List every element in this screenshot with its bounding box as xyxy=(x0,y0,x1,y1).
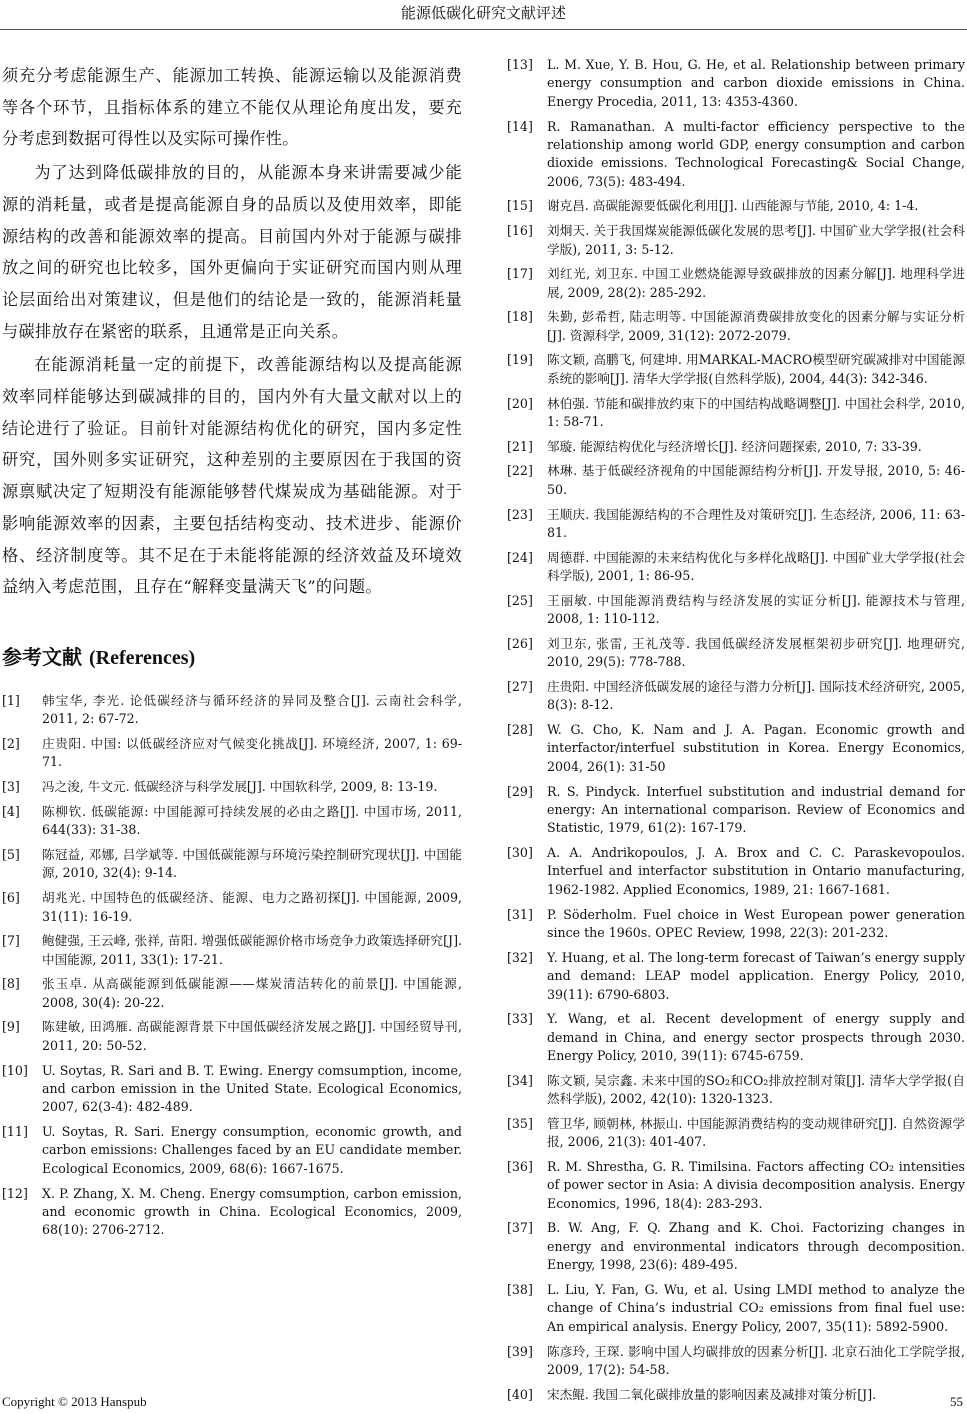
reference-number: [7] xyxy=(2,933,20,949)
reference-text: 林伯强. 节能和碳排放约束下的中国结构战略调整[J]. 中国社会科学, 2010, 1: 58-71. xyxy=(547,395,965,429)
reference-item xyxy=(507,222,965,259)
reference-item xyxy=(507,506,965,543)
reference-item xyxy=(507,906,965,943)
reference-text: 朱勤, 彭希哲, 陆志明等. 中国能源消费碳排放变化的因素分解与实证分析[J]. 资源科学, 2009, 31(12): 2072-2079. xyxy=(547,309,965,343)
reference-text: L. Liu, Y. Fan, G. Wu, et al. Using LMDI method to analyze the change of China’s industrial CO₂ emissions from final fuel use: An empirical analysis. Energy Policy, 2007, 35(11): 5892-5900. xyxy=(547,1281,965,1334)
reference-item xyxy=(507,438,965,456)
reference-number: [9] xyxy=(2,1019,20,1035)
reference-text: 陈柳钦. 低碳能源: 中国能源可持续发展的必由之路[J]. 中国市场, 2011, 644(33): 31-38. xyxy=(42,803,462,838)
reference-number: [12] xyxy=(2,1185,28,1201)
reference-list-right xyxy=(507,56,965,1404)
reference-number: [39] xyxy=(507,1343,533,1359)
reference-item xyxy=(507,395,965,432)
reference-text: 鲍健强, 王云峰, 张祥, 苗阳. 增强低碳能源价格市场竞争力政策选择研究[J]. 中国能源, 2011, 33(1): 17-21. xyxy=(42,933,462,967)
reference-number: [11] xyxy=(2,1124,28,1140)
reference-number: [25] xyxy=(507,592,533,608)
reference-text: 韩宝华, 李光. 论低碳经济与循环经济的异同及整合[J]. 云南社会科学, 2011, 2: 67-72. xyxy=(42,692,462,727)
references-heading-en: (References) xyxy=(88,646,196,669)
reference-item xyxy=(2,778,462,796)
reference-number: [27] xyxy=(507,678,533,694)
reference-text: 刘红光, 刘卫东. 中国工业燃烧能源导致碳排放的因素分解[J]. 地理科学进展, 2009, 28(2): 285-292. xyxy=(547,266,965,300)
reference-number: [38] xyxy=(507,1281,533,1297)
reference-number: [21] xyxy=(507,438,533,454)
reference-text: 张玉卓. 从高碳能源到低碳能源——煤炭清洁转化的前景[J]. 中国能源, 2008, 30(4): 20-22. xyxy=(42,976,462,1010)
left-column xyxy=(2,60,462,1246)
reference-text: 邹璇. 能源结构优化与经济增长[J]. 经济问题探索, 2010, 7: 33-39. xyxy=(547,438,922,454)
reference-text: 周德群. 中国能源的未来结构优化与多样化战略[J]. 中国矿业大学学报(社会科学版), 2001, 1: 86-95. xyxy=(547,549,965,584)
reference-item xyxy=(507,635,965,672)
reference-number: [4] xyxy=(2,803,20,819)
reference-text: X. P. Zhang, X. M. Cheng. Energy comsumption, carbon emission, and economic growth in China. Ecological Economics, 2009, 68(10): 2706-2712. xyxy=(42,1185,462,1238)
reference-item xyxy=(507,783,965,838)
reference-item xyxy=(507,118,965,192)
reference-item xyxy=(2,975,462,1012)
reference-text: 陈彦玲, 王琛. 影响中国人均碳排放的因素分析[J]. 北京石油化工学院学报, 2009, 17(2): 54-58. xyxy=(547,1343,965,1377)
reference-item xyxy=(507,721,965,776)
reference-text: U. Soytas, R. Sari. Energy consumption, economic growth, and carbon emissions: Challenges faced by an EU candidate member. Ecological Economics, 2009, 68(6): 1667-1675. xyxy=(42,1124,462,1176)
reference-item xyxy=(507,265,965,302)
reference-number: [17] xyxy=(507,266,533,282)
reference-number: [3] xyxy=(2,779,20,795)
reference-number: [33] xyxy=(507,1011,533,1027)
reference-text: R. Ramanathan. A multi-factor efficiency perspective to the relationship among world GDP, energy consumption and carbon dioxide emissions. Technological Forecasting& Social Change, 2006, 73(5): 483-494. xyxy=(547,118,965,189)
reference-number: [8] xyxy=(2,976,20,992)
reference-number: [15] xyxy=(507,198,533,214)
reference-number: [20] xyxy=(507,395,533,411)
reference-text: 陈建敏, 田鸿雁. 高碳能源背景下中国低碳经济发展之路[J]. 中国经贸导刊, 2011, 20: 50-52. xyxy=(42,1019,462,1053)
reference-item xyxy=(507,678,965,715)
header-rule xyxy=(0,29,967,30)
reference-text: U. Soytas, R. Sari and B. T. Ewing. Energy comsumption, income, and carbon emission in the United State. Ecological Economics, 2007, 62(3-4): 482-489. xyxy=(42,1062,462,1115)
reference-item xyxy=(507,1281,965,1336)
reference-number: [28] xyxy=(507,722,533,738)
reference-number: [14] xyxy=(507,118,533,134)
reference-item xyxy=(507,1343,965,1380)
reference-number: [22] xyxy=(507,463,533,479)
reference-text: 刘炯天. 关于我国煤炭能源低碳化发展的思考[J]. 中国矿业大学学报(社会科学版), 2011, 3: 5-12. xyxy=(547,223,965,257)
reference-item xyxy=(507,462,965,499)
reference-item xyxy=(507,351,965,388)
reference-text: R. M. Shrestha, G. R. Timilsina. Factors affecting CO₂ intensities of power sector in Asia: A divisia decomposition analysis. Energy Economics, 1996, 18(4): 283-293. xyxy=(547,1158,965,1211)
reference-item xyxy=(507,844,965,899)
reference-item xyxy=(507,1115,965,1152)
reference-number: [2] xyxy=(2,736,20,752)
reference-number: [26] xyxy=(507,635,533,651)
reference-item xyxy=(2,692,462,729)
reference-text: 王丽敏. 中国能源消费结构与经济发展的实证分析[J]. 能源技术与管理, 2008, 1: 110-112. xyxy=(547,592,965,627)
reference-item xyxy=(507,1072,965,1109)
reference-item xyxy=(507,1158,965,1213)
body-paragraph: 在能源消耗量一定的前提下，改善能源结构以及提高能源效率同样能够达到碳减排的目的，国内外有大量文献对以上的结论进行了验证。目前针对能源结构优化的研究，国内多定性研究，国外则多实证研究，这种差别的主要原因在于我国的资源禀赋决定了短期没有能源能够替代煤炭成为基础能源。对于影响能源效率的因素，主要包括结构变动、技术进步、能源价格、经济制度等。其不足在于未能将能源的经济效益及环境效益纳入考虑范围，且存在“解释变量满天飞”的问题。 xyxy=(2,355,462,597)
reference-text: A. A. Andrikopoulos, J. A. Brox and C. C. Paraskevopoulos. Interfuel and interfactor substitution in Ontario manufacturing, 1962-1982. Applied Economics, 1989, 21: 1667-1681. xyxy=(547,845,965,897)
reference-list-left xyxy=(2,692,462,1240)
reference-text: 庄贵阳. 中国经济低碳发展的途径与潜力分析[J]. 国际技术经济研究, 2005, 8(3): 8-12. xyxy=(547,678,965,713)
reference-number: [6] xyxy=(2,890,20,906)
reference-number: [13] xyxy=(507,57,533,72)
reference-number: [10] xyxy=(2,1062,28,1078)
reference-item xyxy=(507,549,965,586)
reference-number: [23] xyxy=(507,506,533,522)
reference-item xyxy=(507,949,965,1004)
body-paragraph: 须充分考虑能源生产、能源加工转换、能源运输以及能源消费等各个环节，且指标体系的建立不能仅从理论角度出发，要充分考虑到数据可得性以及实际可操作性。 xyxy=(2,66,462,149)
reference-number: [31] xyxy=(507,906,533,922)
reference-number: [24] xyxy=(507,549,533,565)
reference-number: [16] xyxy=(507,223,533,239)
reference-text: W. G. Cho, K. Nam and J. A. Pagan. Economic growth and interfactor/interfuel substitution in Korea. Energy Economics, 2004, 26(1): 31-50 xyxy=(547,722,965,774)
reference-item xyxy=(507,56,965,111)
reference-text: 冯之浚, 牛文元. 低碳经济与科学发展[J]. 中国软科学, 2009, 8: 13-19. xyxy=(42,779,438,795)
reference-text: L. M. Xue, Y. B. Hou, G. He, et al. Relationship between primary energy consumption and carbon dioxide emissions in China. Energy Procedia, 2011, 13: 4353-4360. xyxy=(547,57,965,109)
reference-number: [32] xyxy=(507,949,533,965)
reference-number: [30] xyxy=(507,845,533,861)
references-heading-cn: 参考文献 xyxy=(2,644,82,669)
reference-number: [18] xyxy=(507,309,533,325)
reference-text: 胡兆光. 中国特色的低碳经济、能源、电力之路初探[J]. 中国能源, 2009, 31(11): 16-19. xyxy=(42,890,462,924)
reference-item xyxy=(2,735,462,772)
reference-text: 刘卫东, 张雷, 王礼茂等. 我国低碳经济发展框架初步研究[J]. 地理研究, 2010, 29(5): 778-788. xyxy=(547,635,965,670)
reference-item xyxy=(2,932,462,969)
reference-text: B. W. Ang, F. Q. Zhang and K. Choi. Factorizing changes in energy and environmental indicators through decomposition. Energy, 1998, 23(6): 489-495. xyxy=(547,1220,965,1273)
footer-page-number: 55 xyxy=(950,1394,963,1409)
reference-number: [29] xyxy=(507,783,533,799)
references-heading xyxy=(2,641,462,670)
reference-item xyxy=(2,1185,462,1240)
right-column xyxy=(507,56,965,1410)
running-header-title: 能源低碳化研究文献评述 xyxy=(400,4,566,22)
reference-item xyxy=(507,1386,965,1404)
footer-copyright: Copyright © 2013 Hanspub xyxy=(2,1394,147,1409)
reference-item xyxy=(2,1018,462,1055)
reference-text: 管卫华, 顾朝林, 林振山. 中国能源消费结构的变动规律研究[J]. 自然资源学报, 2006, 21(3): 401-407. xyxy=(547,1115,965,1150)
reference-item xyxy=(2,846,462,883)
reference-text: R. S. Pindyck. Interfuel substitution and industrial demand for energy: An international comparison. Review of Economics and Statistic, 1979, 61(2): 167-179. xyxy=(547,783,965,836)
reference-text: 王顺庆. 我国能源结构的不合理性及对策研究[J]. 生态经济, 2006, 11: 63-81. xyxy=(547,506,965,540)
reference-number: [5] xyxy=(2,846,20,862)
reference-number: [37] xyxy=(507,1220,533,1236)
reference-text: 宋杰鲲. 我国二氧化碳排放量的影响因素及减排对策分析[J]. xyxy=(547,1386,877,1402)
reference-item xyxy=(2,803,462,840)
reference-item xyxy=(2,1123,462,1178)
reference-text: Y. Wang, et al. Recent development of energy supply and demand in China, and energy sector prospects through 2030. Energy Policy, 2010, 39(11): 6745-6759. xyxy=(547,1011,965,1064)
reference-item xyxy=(507,197,965,215)
reference-item xyxy=(2,889,462,926)
reference-text: 陈冠益, 邓娜, 吕学斌等. 中国低碳能源与环境污染控制研究现状[J]. 中国能源, 2010, 32(4): 9-14. xyxy=(42,846,462,881)
reference-item xyxy=(507,308,965,345)
reference-number: [36] xyxy=(507,1158,533,1174)
reference-number: [1] xyxy=(2,692,20,708)
reference-item xyxy=(507,1010,965,1065)
reference-text: P. Söderholm. Fuel choice in West European power generation since the 1960s. OPEC Review, 1998, 22(3): 201-232. xyxy=(547,906,965,940)
reference-item xyxy=(507,592,965,629)
reference-number: [34] xyxy=(507,1072,533,1088)
reference-text: 谢克昌. 高碳能源要低碳化利用[J]. 山西能源与节能, 2010, 4: 1-4. xyxy=(547,198,919,214)
reference-number: [19] xyxy=(507,352,533,368)
reference-text: 陈文颖, 高鹏飞, 何建坤. 用MARKAL-MACRO模型研究碳减排对中国能源系统的影响[J]. 清华大学学报(自然科学版), 2004, 44(3): 342-346. xyxy=(547,352,965,386)
reference-text: 庄贵阳. 中国: 以低碳经济应对气候变化挑战[J]. 环境经济, 2007, 1: 69-71. xyxy=(42,736,462,770)
reference-item xyxy=(2,1062,462,1117)
reference-number: [35] xyxy=(507,1115,533,1131)
reference-text: Y. Huang, et al. The long-term forecast of Taiwan’s energy supply and demand: LEAP model application. Energy Policy, 2010, 39(11): 6790-6803. xyxy=(547,949,965,1002)
reference-text: 陈文颖, 吴宗鑫. 未来中国的SO₂和CO₂排放控制对策[J]. 清华大学学报(自然科学版), 2002, 42(10): 1320-1323. xyxy=(547,1072,965,1107)
body-paragraph: 为了达到降低碳排放的目的，从能源本身来讲需要减少能源的消耗量，或者是提高能源自身的品质以及使用效率，即能源结构的改善和能源效率的提高。目前国内外对于能源与碳排放之间的研究也比较多，国外更偏向于实证研究而国内则从理论层面给出对策建议，但是他们的结论是一致的，能源消耗量与碳排放存在紧密的联系，且通常是正向关系。 xyxy=(2,163,462,341)
reference-text: 林琳. 基于低碳经济视角的中国能源结构分析[J]. 开发导报, 2010, 5: 46-50. xyxy=(547,463,965,497)
reference-item xyxy=(507,1219,965,1274)
reference-number: [40] xyxy=(507,1386,533,1402)
